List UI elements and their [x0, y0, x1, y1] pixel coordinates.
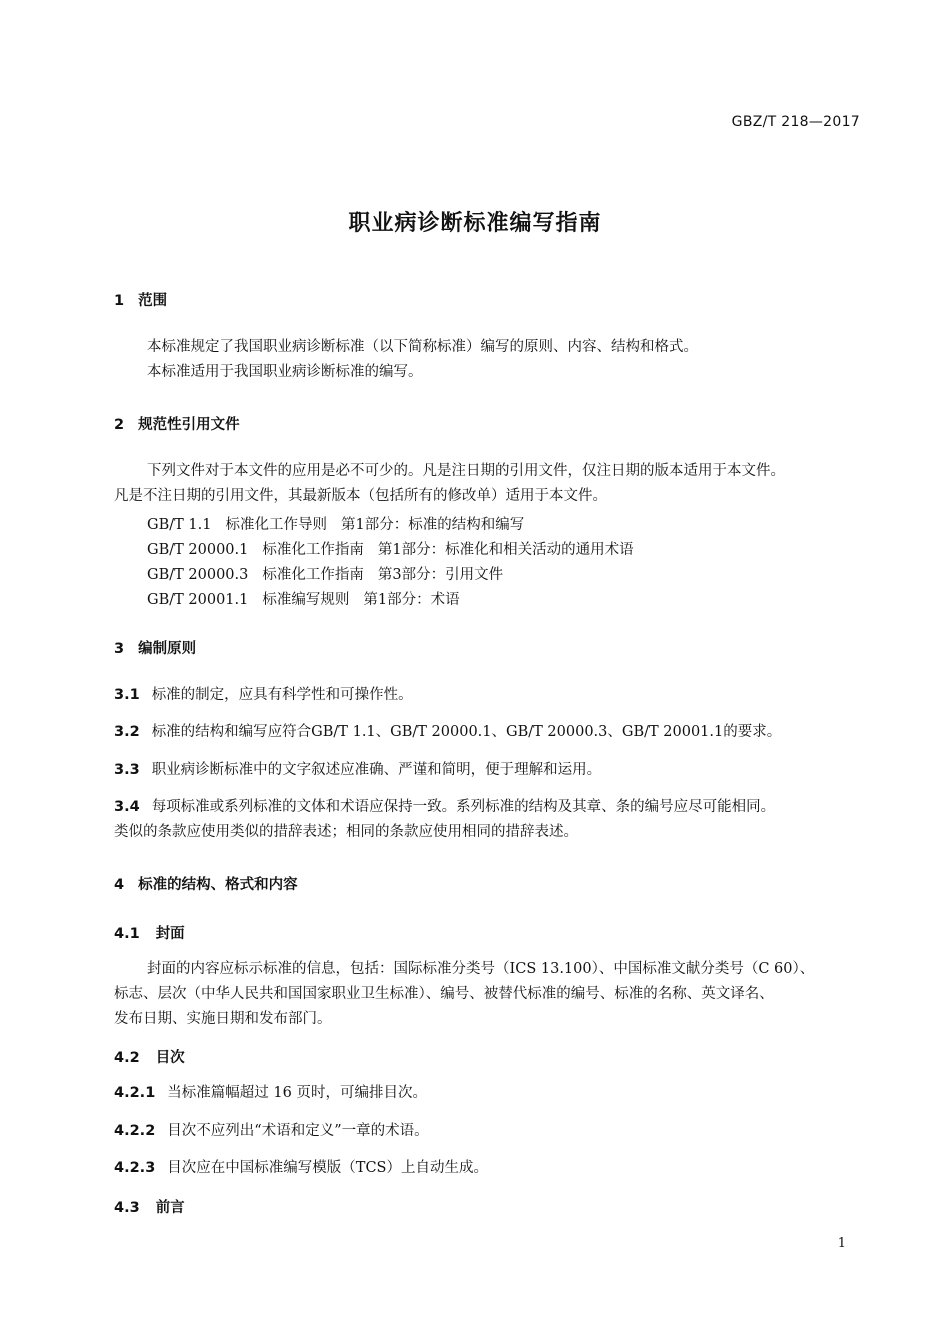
clause-item — [114, 1119, 864, 1144]
paragraph: 本标准规定了我国职业病诊断标准（以下简称标准）编写的原则、内容、结构和格式。 — [147, 339, 698, 355]
clause-text: 职业病诊断标准中的文字叙述应准确、严谨和简明，便于理解和运用。 — [151, 762, 602, 778]
subsection-4-3-heading — [114, 1196, 185, 1217]
clause-text-continued: 类似的条款应使用类似的措辞表述；相同的条款应使用相同的措辞表述。 — [114, 824, 578, 840]
clause-number: 4.2.2 — [114, 1123, 156, 1139]
subsection-number: 4.1 — [114, 926, 140, 942]
reference-part: 第1部分：标准的结构和编写 — [340, 517, 525, 533]
page-title: 职业病诊断标准编写指南 — [348, 211, 602, 236]
clause-item — [114, 683, 864, 708]
reference-title: 标准化工作指南 — [262, 567, 364, 583]
section-title: 编制原则 — [138, 641, 197, 657]
subsection-4-2-heading — [114, 1046, 185, 1067]
clause-number: 3.4 — [114, 799, 140, 815]
reference-code: GB/T 1.1 — [147, 517, 212, 533]
reference-title: 标准化工作导则 — [225, 517, 327, 533]
clause-text: 目次不应列出“术语和定义”一章的术语。 — [167, 1123, 429, 1139]
paragraph: 本标准适用于我国职业病诊断标准的编写。 — [147, 364, 423, 380]
page-number: 1 — [837, 1236, 846, 1251]
section-2-heading — [114, 413, 240, 434]
reference-code: GB/T 20000.1 — [147, 542, 249, 558]
reference-item — [147, 538, 634, 559]
subsection-number: 4.3 — [114, 1200, 140, 1216]
clause-item — [114, 758, 864, 783]
section-number: 4 — [114, 877, 125, 893]
clause-text: 当标准篇幅超过 16 页时，可编排目次。 — [167, 1085, 427, 1101]
clause-number: 3.2 — [114, 724, 140, 740]
section-number: 3 — [114, 641, 125, 657]
reference-item — [147, 513, 524, 534]
section-title: 规范性引用文件 — [138, 417, 240, 433]
reference-title: 标准化工作指南 — [262, 542, 364, 558]
clause-number: 3.1 — [114, 687, 140, 703]
clause-text: 标准的结构和编写应符合GB/T 1.1、GB/T 20000.1、GB/T 20000.3、GB/T 20001.1的要求。 — [151, 724, 782, 740]
reference-item — [147, 588, 460, 609]
reference-title: 标准编写规则 — [262, 592, 350, 608]
reference-item — [147, 563, 503, 584]
clause-text: 目次应在中国标准编写模版（TCS）上自动生成。 — [167, 1160, 488, 1176]
paragraph: 标志、层次（中华人民共和国国家职业卫生标准）、编号、被替代标准的编号、标准的名称、英文译名、 — [114, 986, 774, 1002]
subsection-4-1-heading — [114, 922, 185, 943]
subsection-title: 目次 — [155, 1050, 185, 1066]
clause-item — [114, 1081, 864, 1106]
subsection-number: 4.2 — [114, 1050, 140, 1066]
subsection-title: 前言 — [155, 1200, 185, 1216]
subsection-title: 封面 — [155, 926, 185, 942]
clause-number: 4.2.1 — [114, 1085, 156, 1101]
section-4-heading — [114, 873, 298, 894]
clause-number: 4.2.3 — [114, 1160, 156, 1176]
paragraph: 凡是不注日期的引用文件，其最新版本（包括所有的修改单）适用于本文件。 — [114, 488, 607, 504]
section-title: 范围 — [138, 293, 168, 309]
section-number: 2 — [114, 417, 125, 433]
reference-part: 第3部分：引用文件 — [377, 567, 504, 583]
clause-text: 每项标准或系列标准的文体和术语应保持一致。系列标准的结构及其章、条的编号应尽可能相同。 — [151, 799, 776, 815]
section-number: 1 — [114, 293, 125, 309]
section-title: 标准的结构、格式和内容 — [138, 877, 298, 893]
reference-part: 第1部分：术语 — [363, 592, 460, 608]
paragraph: 封面的内容应标示标准的信息，包括：国际标准分类号（ICS 13.100）、中国标准文献分类号（C 60）、 — [147, 961, 815, 977]
clause-number: 3.3 — [114, 762, 140, 778]
document-code: GBZ/T 218—2017 — [731, 114, 860, 130]
clause-item — [114, 795, 864, 820]
clause-item — [114, 720, 864, 745]
clause-text: 标准的制定，应具有科学性和可操作性。 — [151, 687, 413, 703]
paragraph: 发布日期、实施日期和发布部门。 — [114, 1011, 332, 1027]
section-1-heading — [114, 289, 167, 310]
reference-code: GB/T 20001.1 — [147, 592, 249, 608]
reference-code: GB/T 20000.3 — [147, 567, 249, 583]
reference-part: 第1部分：标准化和相关活动的通用术语 — [377, 542, 634, 558]
section-3-heading — [114, 637, 196, 658]
paragraph: 下列文件对于本文件的应用是必不可少的。凡是注日期的引用文件，仅注日期的版本适用于本文件。 — [147, 463, 785, 479]
clause-item — [114, 1156, 864, 1181]
